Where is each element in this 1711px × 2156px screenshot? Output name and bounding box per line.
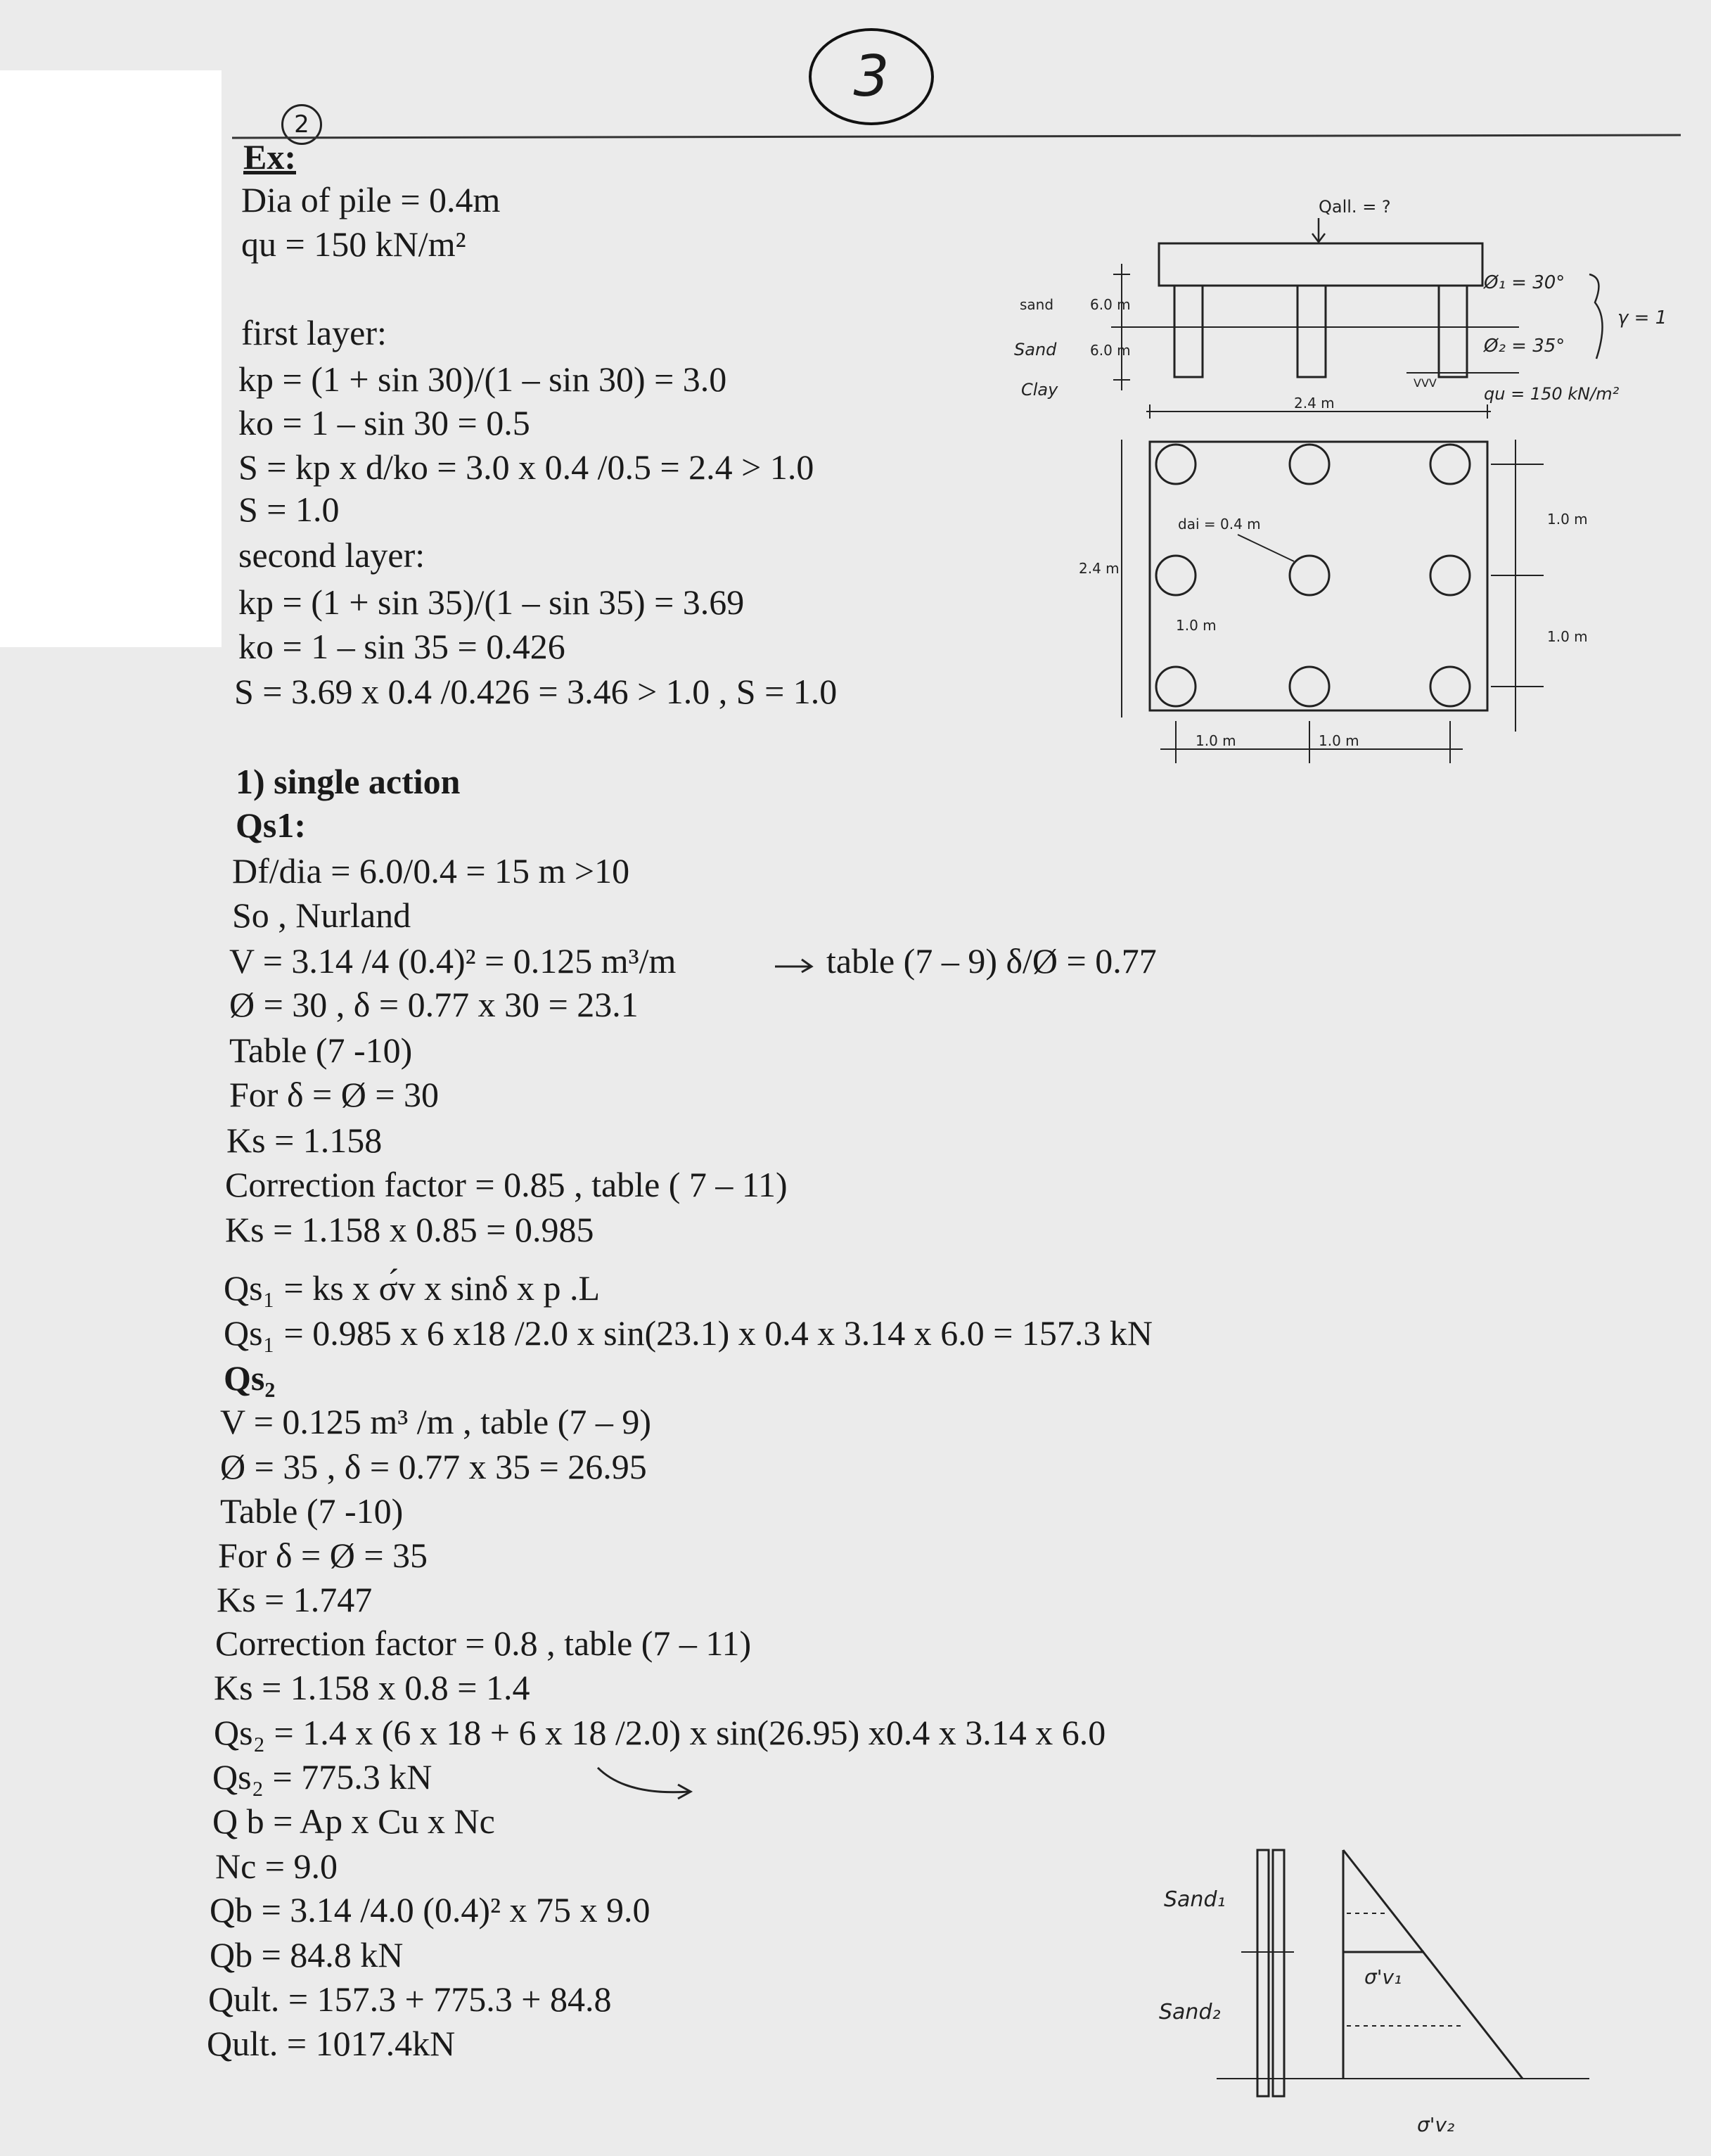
line-table1: Table (7 -10): [229, 1031, 413, 1070]
sigma2-label: σ'v₂: [1417, 2113, 1455, 2136]
line-s1: S = kp x d/ko = 3.0 x 0.4 /0.5 = 2.4 > 1.0: [238, 447, 814, 487]
phi1-label: Ø₁ = 30°: [1484, 272, 1565, 293]
sand2-stress-label: Sand₂: [1159, 2000, 1221, 2024]
sigma1-label: σ'v₁: [1364, 1965, 1402, 1989]
h-label: 2.4 m: [1079, 560, 1120, 577]
line-qs2-calc: Qs₂ = 1.4 x (6 x 18 + 6 x 18 /2.0) x sin(26.95) x0.4 x 3.14 x 6.0: [214, 1713, 1106, 1752]
d2-label: 6.0 m: [1090, 342, 1131, 359]
line-nc: Nc = 9.0: [215, 1846, 338, 1886]
phi2-label: Ø₂ = 35°: [1484, 336, 1565, 357]
w-label: 2.4 m: [1294, 395, 1335, 412]
example-heading: Ex:: [243, 137, 296, 177]
qs1-heading: Qs1:: [236, 805, 306, 845]
line-phi1: Ø = 30 , δ = 0.77 x 30 = 23.1: [229, 985, 639, 1024]
line-qb-calc: Qb = 3.14 /4.0 (0.4)² x 75 x 9.0: [210, 1890, 651, 1929]
line-kp2: kp = (1 + sin 35)/(1 – sin 35) = 3.69: [238, 582, 745, 622]
stress-diagram: [1146, 1836, 1596, 2138]
line-for1: For δ = Ø = 30: [229, 1075, 440, 1114]
line-cf1: Correction factor = 0.85 , table ( 7 – 11): [225, 1165, 788, 1204]
line-cf2: Correction factor = 0.8 , table (7 – 11): [215, 1624, 752, 1663]
spacing-label: 1.0 m: [1176, 617, 1217, 634]
curved-arrow-icon: [591, 1762, 703, 1804]
header-rule: [232, 134, 1681, 142]
line-qb-res: Qb = 84.8 kN: [210, 1935, 404, 1975]
sand2-label: Sand: [1014, 340, 1057, 359]
line-ks1: Ks = 1.158: [226, 1121, 383, 1160]
sand1-label: Sand₁: [1164, 1887, 1226, 1912]
bottom-dim2: 1.0 m: [1319, 732, 1359, 749]
line-kp1: kp = (1 + sin 30)/(1 – sin 30) = 3.0: [238, 359, 727, 399]
clay-label: Clay: [1021, 380, 1058, 400]
line-ko2: ko = 1 – sin 35 = 0.426: [238, 627, 565, 666]
line-for2: For δ = Ø = 35: [218, 1536, 428, 1575]
arrow-right-icon: [774, 955, 816, 976]
line-second-layer: second layer:: [238, 535, 425, 575]
line-v2: V = 0.125 m³ /m , table (7 – 9): [220, 1402, 652, 1441]
d1-label: 6.0 m: [1090, 296, 1131, 313]
line-qult2: Qult. = 1017.4kN: [207, 2024, 456, 2063]
right-dim1: 1.0 m: [1547, 511, 1588, 528]
qall-label: Qall. = ?: [1319, 197, 1391, 217]
right-dim2: 1.0 m: [1547, 628, 1588, 645]
blank-margin: [0, 70, 222, 647]
line-phi2: Ø = 35 , δ = 0.77 x 35 = 26.95: [220, 1447, 647, 1486]
qu-label: qu = 150 kN/m²: [1484, 384, 1620, 404]
line-ko1: ko = 1 – sin 30 = 0.5: [238, 403, 530, 442]
qs2-heading: Qs₂: [224, 1358, 276, 1398]
sand-label: sand: [1020, 296, 1054, 313]
line-ks2: Ks = 1.747: [217, 1580, 373, 1619]
single-action-heading: 1) single action: [236, 762, 461, 801]
pile-group-diagram: [999, 176, 1702, 823]
line-qu: qu = 150 kN/m²: [241, 224, 466, 264]
line-qs2-res: Qs₂ = 775.3 kN: [212, 1757, 432, 1797]
line-qs1-calc: Qs₁ = 0.985 x 6 x18 /2.0 x sin(23.1) x 0.4 x 3.14 x 6.0 = 157.3 kN: [224, 1313, 1153, 1353]
dai-label: dai = 0.4 m: [1178, 516, 1261, 532]
line-qb-formula: Q b = Ap x Cu x Nc: [212, 1801, 495, 1841]
line-table2: Table (7 -10): [220, 1491, 404, 1531]
line-v1: V = 3.14 /4 (0.4)² = 0.125 m³/m: [229, 941, 677, 981]
line-s2: S = 3.69 x 0.4 /0.426 = 3.46 > 1.0 , S = 1.0: [234, 672, 838, 711]
gamma-label: γ = 1: [1617, 307, 1667, 328]
line-df: Df/dia = 6.0/0.4 = 15 m >10: [232, 851, 630, 891]
page-number: 3: [809, 28, 934, 125]
line-qs1-formula: Qs₁ = ks x σ́v x sinδ x p .L: [224, 1268, 601, 1308]
line-s1b: S = 1.0: [238, 490, 340, 529]
line-ks2b: Ks = 1.158 x 0.8 = 1.4: [214, 1668, 530, 1707]
line-ks1b: Ks = 1.158 x 0.85 = 0.985: [225, 1210, 594, 1249]
bottom-dim1: 1.0 m: [1196, 732, 1236, 749]
line-v1-table: table (7 – 9) δ/Ø = 0.77: [826, 941, 1157, 981]
line-so: So , Nurland: [232, 895, 411, 935]
ground-hatch-icon: VVV: [1414, 376, 1437, 390]
sub-number: 2: [281, 104, 322, 145]
line-first-layer: first layer:: [241, 313, 387, 352]
line-dia: Dia of pile = 0.4m: [241, 180, 501, 219]
line-qult1: Qult. = 157.3 + 775.3 + 84.8: [208, 1979, 612, 2019]
